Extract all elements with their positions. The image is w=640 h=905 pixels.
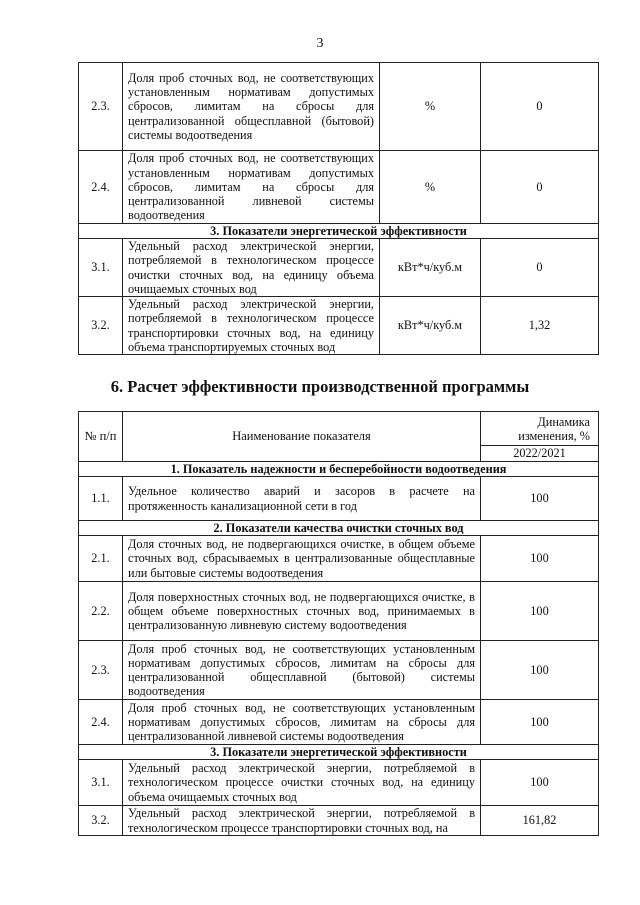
- section-row: [79, 224, 599, 239]
- section-heading: 6. Расчет эффективности производственной программы: [110, 377, 530, 396]
- indicator-value: 1,32: [481, 297, 599, 355]
- table-row: [79, 582, 599, 641]
- indicator-name: Доля проб сточных вод, не соответствующих установленным нормативам допустимых сбросов, лимитам на сбросы для централизованной ливневой системы водоотведения: [123, 700, 481, 745]
- unit: %: [380, 63, 481, 151]
- section-title: 1. Показатель надежности и бесперебойности водоотведения: [79, 462, 599, 477]
- indicator-value: 100: [481, 582, 599, 641]
- page-number: 3: [316, 36, 324, 51]
- indicator-name: Удельный расход электрической энергии, потребляемой в технологическом процессе очистки сточных вод, на единицу объема очищаемых сточных вод: [123, 760, 481, 806]
- table-row: [79, 760, 599, 806]
- row-number: 2.2.: [79, 582, 123, 641]
- header-row: [79, 412, 599, 446]
- row-number: 3.1.: [79, 239, 123, 297]
- indicator-name: Доля сточных вод, не подвергающихся очистке, в общем объеме сточных вод, сбрасываемых в централизованные общесплавные или бытовые системы водоотведения: [123, 536, 481, 582]
- row-number: 2.3.: [79, 641, 123, 700]
- table-row: [79, 641, 599, 700]
- header-number: № п/п: [79, 412, 123, 462]
- unit: кВт*ч/куб.м: [380, 239, 481, 297]
- row-number: 2.4.: [79, 700, 123, 745]
- table-row: [79, 239, 599, 297]
- row-number: 2.1.: [79, 536, 123, 582]
- section-row: [79, 745, 599, 760]
- section-title: 3. Показатели энергетической эффективности: [79, 224, 599, 239]
- row-number: 2.3.: [79, 63, 123, 151]
- indicator-name: Доля проб сточных вод, не соответствующих установленным нормативам допустимых сбросов, лимитам на сбросы для централизованной общесплавной (бытовой) системы водоотведения: [123, 641, 481, 700]
- indicator-name: Удельный расход электрической энергии, потребляемой в технологическом процессе очистки сточных вод, на единицу объема очищаемых сточных вод: [123, 239, 380, 297]
- header-indicator-name: Наименование показателя: [123, 412, 481, 462]
- table-row: [79, 63, 599, 151]
- row-number: 3.2.: [79, 806, 123, 836]
- indicator-name: Доля поверхностных сточных вод, не подвергающихся очистке, в общем объеме поверхностных сточных вод, принимаемых в централизованную ливневую систему водоотведения: [123, 582, 481, 641]
- indicator-value: 0: [481, 239, 599, 297]
- header-dynamics: Динамика изменения, %: [481, 412, 599, 446]
- indicator-name: Удельное количество аварий и засоров в расчете на протяженность канализационной сети в год: [123, 477, 481, 521]
- table-row: [79, 151, 599, 224]
- section-row: [79, 521, 599, 536]
- indicator-value: 0: [481, 63, 599, 151]
- row-number: 1.1.: [79, 477, 123, 521]
- indicator-value: 100: [481, 641, 599, 700]
- table-row: [79, 536, 599, 582]
- indicator-value: 0: [481, 151, 599, 224]
- indicator-name: Доля проб сточных вод, не соответствующих установленным нормативам допустимых сбросов, лимитам на сбросы для централизованной общесплавной (бытовой) системы водоотведения: [123, 63, 380, 151]
- table-row: [79, 806, 599, 836]
- indicator-value: 100: [481, 477, 599, 521]
- indicator-value: 100: [481, 700, 599, 745]
- indicator-name: Доля проб сточных вод, не соответствующих установленным нормативам допустимых сбросов, лимитам на сбросы для централизованной ливневой системы водоотведения: [123, 151, 380, 224]
- indicator-name: Удельный расход электрической энергии, потребляемой в технологическом процессе транспортировки сточных вод, на: [123, 806, 481, 836]
- table-row: [79, 297, 599, 355]
- section-title: 2. Показатели качества очистки сточных вод: [79, 521, 599, 536]
- unit: кВт*ч/куб.м: [380, 297, 481, 355]
- row-number: 3.2.: [79, 297, 123, 355]
- indicator-value: 100: [481, 760, 599, 806]
- row-number: 3.1.: [79, 760, 123, 806]
- indicator-value: 161,82: [481, 806, 599, 836]
- efficiency-table: [78, 411, 599, 836]
- unit: %: [380, 151, 481, 224]
- section-row: [79, 462, 599, 477]
- header-period: 2022/2021: [481, 446, 599, 462]
- indicator-value: 100: [481, 536, 599, 582]
- table-row: [79, 700, 599, 745]
- row-number: 2.4.: [79, 151, 123, 224]
- section-title: 3. Показатели энергетической эффективности: [79, 745, 599, 760]
- indicator-name: Удельный расход электрической энергии, потребляемой в технологическом процессе транспортировки сточных вод, на единицу объема транспортируемых сточных вод: [123, 297, 380, 355]
- table-row: [79, 477, 599, 521]
- indicators-table-continued: [78, 62, 599, 355]
